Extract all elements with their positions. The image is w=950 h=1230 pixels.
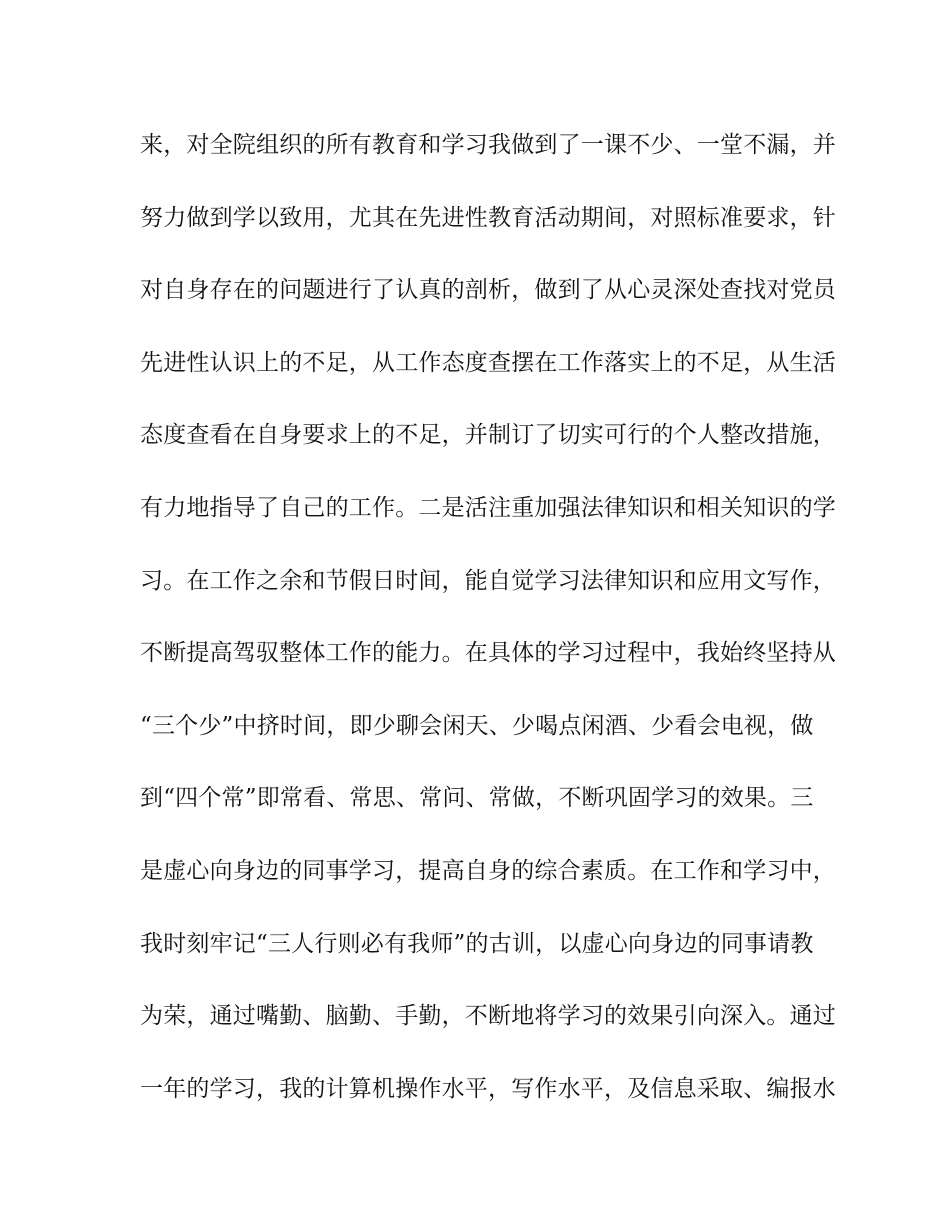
text-line-8: 不断提高驾驭整体工作的能力。在具体的学习过程中，我始终坚持从 [140,640,836,667]
text-line-3: 对自身存在的问题进行了认真的剖析，做到了从心灵深处查找对党员 [140,277,836,304]
text-line-9: “三个少”中挤时间，即少聊会闲天、少喝点闲酒、少看会电视，做 [140,712,814,739]
text-line-4: 先进性认识上的不足，从工作态度查摆在工作落实上的不足，从生活 [140,349,836,376]
text-line-1: 来，对全院组织的所有教育和学习我做到了一课不少、一堂不漏，并 [140,132,836,158]
text-line-6: 有力地指导了自己的工作。二是活注重加强法律知识和相关知识的学 [140,494,836,521]
text-line-12: 我时刻牢记“三人行则必有我师”的古训，以虚心向身边的同事请教 [140,930,814,957]
document-body [140,125,840,1141]
text-line-10: 到“四个常”即常看、常思、常问、常做，不断巩固学习的效果。三 [140,785,814,812]
text-line-14: 一年的学习，我的计算机操作水平，写作水平，及信息采取、编报水 [140,1075,836,1102]
text-line-5: 态度查看在自身要求上的不足，并制订了切实可行的个人整改措施， [140,422,836,449]
text-line-13: 为荣，通过嘴勤、脑勤、手勤，不断地将学习的效果引向深入。通过 [140,1003,836,1030]
text-line-7: 习。在工作之余和节假日时间，能自觉学习法律知识和应用文写作， [140,567,836,594]
text-line-11: 是虚心向身边的同事学习，提高自身的综合素质。在工作和学习中， [140,857,836,884]
text-line-2: 努力做到学以致用，尤其在先进性教育活动期间，对照标准要求，针 [140,204,836,231]
